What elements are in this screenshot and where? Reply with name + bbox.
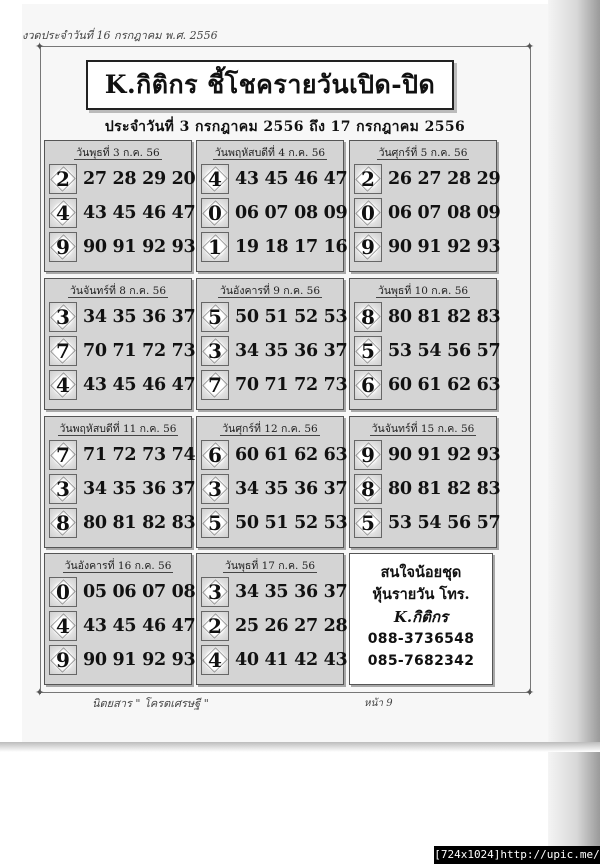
- day-card: [349, 278, 501, 410]
- number-set: 19 18 17 16: [235, 237, 348, 257]
- lead-digit-badge: [49, 302, 77, 332]
- lead-digit-badge: [49, 232, 77, 262]
- day-card: [196, 553, 348, 685]
- lead-digit: 2: [361, 167, 375, 191]
- day-card: [349, 140, 501, 272]
- number-set: 90 91 92 93: [83, 237, 196, 257]
- scan-shadow: [548, 0, 600, 864]
- number-set: 43 45 46 47: [83, 375, 196, 395]
- day-label: [45, 557, 191, 574]
- lead-digit: 0: [56, 580, 70, 604]
- number-row: [49, 439, 196, 471]
- number-set: 60 61 62 63: [235, 445, 348, 465]
- day-label: [350, 144, 496, 161]
- number-row: [201, 301, 348, 333]
- lead-digit-badge: [201, 198, 229, 228]
- number-set: 90 91 92 93: [388, 237, 501, 257]
- number-set: 40 41 42 43: [235, 650, 348, 670]
- number-set: 50 51 52 53: [235, 307, 348, 327]
- frame-top-line: [40, 46, 530, 47]
- lead-digit: 3: [56, 305, 70, 329]
- lead-digit-badge: [354, 232, 382, 262]
- lead-digit-badge: [201, 164, 229, 194]
- number-set: 80 81 82 83: [388, 307, 501, 327]
- number-set: 70 71 72 73: [83, 341, 196, 361]
- lead-digit: 2: [208, 614, 222, 638]
- number-set: 50 51 52 53: [235, 513, 348, 533]
- number-row: [49, 576, 196, 608]
- lead-digit-badge: [49, 198, 77, 228]
- number-row: [49, 301, 196, 333]
- lead-digit: 7: [56, 339, 70, 363]
- number-set: 90 91 92 93: [83, 650, 196, 670]
- number-set: 06 07 08 09: [235, 203, 348, 223]
- page-title: K.กิติกร ชี้โชครายวันเปิด-ปิด: [86, 60, 454, 110]
- lead-digit-badge: [201, 508, 229, 538]
- day-label-text: วันจันทร์ที่ 8 ก.ค. 56: [70, 285, 166, 297]
- lead-digit: 7: [56, 443, 70, 467]
- day-card: [349, 416, 501, 548]
- lead-digit: 5: [208, 305, 222, 329]
- lead-digit: 2: [56, 167, 70, 191]
- lead-digit: 4: [208, 167, 222, 191]
- number-row: [354, 163, 501, 195]
- day-label-text: วันพุธที่ 17 ก.ค. 56: [224, 560, 316, 572]
- lead-digit-badge: [49, 508, 77, 538]
- day-label-text: วันอังคารที่ 16 ก.ค. 56: [64, 560, 172, 572]
- lead-digit-badge: [49, 645, 77, 675]
- lead-digit: 4: [56, 201, 70, 225]
- number-set: 26 27 28 29: [388, 169, 501, 189]
- number-row: [354, 231, 501, 263]
- lead-digit-badge: [354, 370, 382, 400]
- lead-digit-badge: [49, 440, 77, 470]
- day-card: [196, 140, 348, 272]
- lead-digit: 9: [361, 235, 375, 259]
- lead-digit: 8: [56, 511, 70, 535]
- day-label: [197, 282, 343, 299]
- lead-digit-badge: [201, 577, 229, 607]
- lead-digit: 3: [56, 477, 70, 501]
- number-row: [49, 335, 196, 367]
- day-label: [197, 420, 343, 437]
- day-card: [196, 278, 348, 410]
- date-range-subtitle: ประจำวันที่ 3 กรกฎาคม 2556 ถึง 17 กรกฎาคม 2556: [104, 119, 466, 135]
- corner-star-icon: ✦: [525, 40, 535, 53]
- page-number: หน้า 9: [364, 698, 393, 709]
- number-set: 53 54 56 57: [388, 513, 501, 533]
- day-label-text: วันพฤหัสบดีที่ 11 ก.ค. 56: [59, 423, 177, 435]
- contact-line: สนใจน้อยชุด: [380, 564, 462, 581]
- lead-digit-badge: [354, 302, 382, 332]
- number-row: [201, 163, 348, 195]
- number-row: [354, 335, 501, 367]
- number-row: [354, 473, 501, 505]
- number-row: [201, 576, 348, 608]
- number-set: 34 35 36 37: [83, 479, 196, 499]
- number-row: [201, 197, 348, 229]
- day-card: [44, 416, 196, 548]
- number-row: [201, 473, 348, 505]
- lead-digit-badge: [201, 474, 229, 504]
- number-row: [354, 369, 501, 401]
- lead-digit: 9: [56, 648, 70, 672]
- day-card: [44, 553, 196, 685]
- upload-watermark: [724x1024]http://upic.me/: [434, 846, 600, 864]
- number-set: 53 54 56 57: [388, 341, 501, 361]
- lead-digit-badge: [201, 370, 229, 400]
- lead-digit-badge: [201, 440, 229, 470]
- number-row: [49, 369, 196, 401]
- day-label-text: วันพุธที่ 10 ก.ค. 56: [377, 285, 469, 297]
- lead-digit: 0: [208, 201, 222, 225]
- lead-digit-badge: [201, 611, 229, 641]
- number-row: [354, 439, 501, 471]
- day-label-text: วันอังคารที่ 9 ก.ค. 56: [219, 285, 321, 297]
- lead-digit: 1: [208, 235, 222, 259]
- day-card: [196, 416, 348, 548]
- lead-digit-badge: [49, 370, 77, 400]
- lead-digit: 5: [361, 511, 375, 535]
- lead-digit: 8: [361, 305, 375, 329]
- contact-box: [349, 553, 493, 685]
- day-label-text: วันพุธที่ 3 ก.ค. 56: [76, 147, 160, 159]
- number-set: 34 35 36 37: [83, 307, 196, 327]
- magazine-name: นิตยสาร " โครตเศรษฐี ": [92, 697, 209, 710]
- number-row: [201, 369, 348, 401]
- number-set: 43 45 46 47: [83, 203, 196, 223]
- number-set: 05 06 07 08: [83, 582, 196, 602]
- corner-star-icon: ✦: [35, 686, 45, 699]
- lead-digit-badge: [49, 474, 77, 504]
- lead-digit-badge: [49, 577, 77, 607]
- number-row: [201, 335, 348, 367]
- lead-digit-badge: [354, 336, 382, 366]
- number-row: [201, 610, 348, 642]
- lead-digit: 4: [208, 648, 222, 672]
- number-set: 34 35 36 37: [235, 341, 348, 361]
- lead-digit: 0: [361, 201, 375, 225]
- day-label-text: วันจันทร์ที่ 15 ก.ค. 56: [371, 423, 475, 435]
- lead-digit: 3: [208, 339, 222, 363]
- number-set: 90 91 92 93: [388, 445, 501, 465]
- number-row: [49, 197, 196, 229]
- lead-digit: 6: [208, 443, 222, 467]
- lead-digit-badge: [354, 508, 382, 538]
- lead-digit: 7: [208, 373, 222, 397]
- number-row: [201, 644, 348, 676]
- corner-star-icon: ✦: [35, 40, 45, 53]
- lead-digit: 5: [208, 511, 222, 535]
- lead-digit-badge: [354, 198, 382, 228]
- number-row: [201, 507, 348, 539]
- phone-number: 085-7682342: [367, 653, 475, 669]
- lead-digit-badge: [201, 302, 229, 332]
- number-set: 27 28 29 20: [83, 169, 196, 189]
- number-set: 70 71 72 73: [235, 375, 348, 395]
- number-row: [49, 231, 196, 263]
- lead-digit: 9: [56, 235, 70, 259]
- number-set: 34 35 36 37: [235, 582, 348, 602]
- number-row: [354, 507, 501, 539]
- number-set: 43 45 46 47: [83, 616, 196, 636]
- number-set: 60 61 62 63: [388, 375, 501, 395]
- number-set: 80 81 82 83: [83, 513, 196, 533]
- day-card: [44, 278, 196, 410]
- number-set: 80 81 82 83: [388, 479, 501, 499]
- lead-digit: 5: [361, 339, 375, 363]
- lead-digit: 3: [208, 580, 222, 604]
- lead-digit-badge: [201, 645, 229, 675]
- number-row: [49, 473, 196, 505]
- contact-name: K.กิติกร: [393, 608, 449, 626]
- day-label: [197, 557, 343, 574]
- number-row: [354, 197, 501, 229]
- number-set: 43 45 46 47: [235, 169, 348, 189]
- contact-line: หุ้นรายวัน โทร.: [372, 586, 470, 603]
- lead-digit-badge: [201, 232, 229, 262]
- corner-star-icon: ✦: [525, 686, 535, 699]
- lead-digit-badge: [354, 474, 382, 504]
- number-row: [49, 644, 196, 676]
- number-set: 06 07 08 09: [388, 203, 501, 223]
- lead-digit-badge: [201, 336, 229, 366]
- frame-right-line: [530, 46, 531, 694]
- lead-digit: 4: [56, 373, 70, 397]
- lead-digit-badge: [49, 336, 77, 366]
- number-set: 25 26 27 28: [235, 616, 348, 636]
- day-label: [350, 282, 496, 299]
- scan-shadow-bottom: [0, 742, 600, 752]
- day-label: [45, 420, 191, 437]
- number-set: 71 72 73 74: [83, 445, 196, 465]
- number-row: [49, 507, 196, 539]
- phone-number: 088-3736548: [367, 631, 475, 647]
- day-label: [197, 144, 343, 161]
- day-label-text: วันศุกร์ที่ 5 ก.ค. 56: [378, 147, 468, 159]
- issue-header: งวดประจำวันที่ 16 กรกฎาคม พ.ศ. 2556: [22, 29, 218, 42]
- lead-digit: 3: [208, 477, 222, 501]
- day-label: [45, 144, 191, 161]
- day-label-text: วันพฤหัสบดีที่ 4 ก.ค. 56: [214, 147, 326, 159]
- lead-digit-badge: [354, 440, 382, 470]
- lead-digit: 4: [56, 614, 70, 638]
- lead-digit-badge: [49, 164, 77, 194]
- number-row: [201, 231, 348, 263]
- number-set: 34 35 36 37: [235, 479, 348, 499]
- lead-digit-badge: [49, 611, 77, 641]
- lead-digit: 6: [361, 373, 375, 397]
- day-label: [45, 282, 191, 299]
- day-label-text: วันศุกร์ที่ 12 ก.ค. 56: [222, 423, 318, 435]
- lead-digit-badge: [354, 164, 382, 194]
- day-label: [350, 420, 496, 437]
- lead-digit: 8: [361, 477, 375, 501]
- frame-bottom-line: [40, 692, 530, 693]
- number-row: [201, 439, 348, 471]
- number-row: [49, 610, 196, 642]
- day-card: [44, 140, 196, 272]
- number-row: [354, 301, 501, 333]
- frame-left-line: [40, 46, 41, 694]
- number-row: [49, 163, 196, 195]
- lead-digit: 9: [361, 443, 375, 467]
